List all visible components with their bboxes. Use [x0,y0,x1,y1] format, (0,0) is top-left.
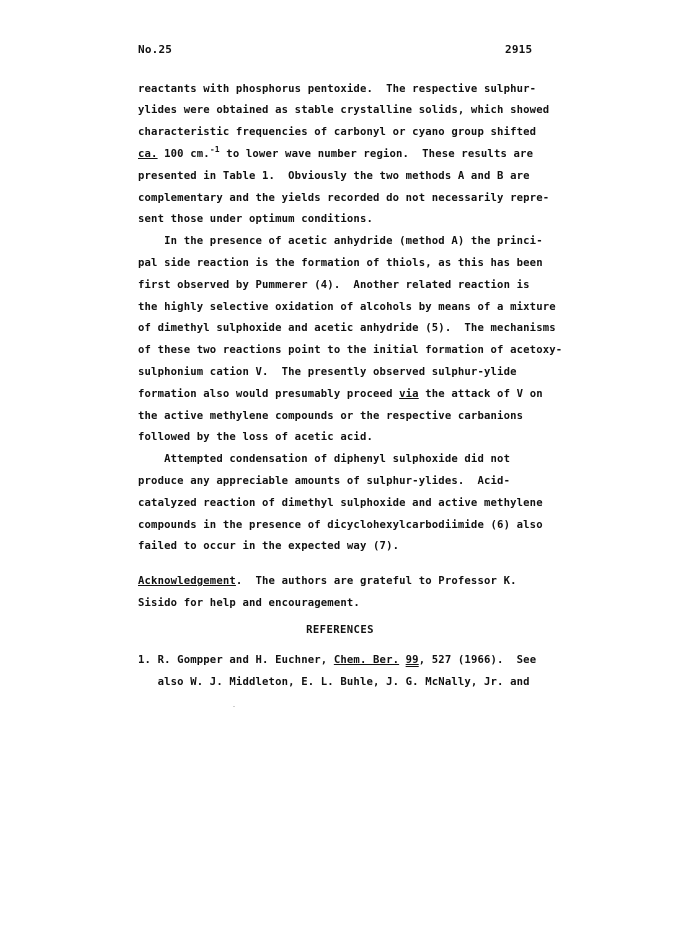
text-line: of these two reactions point to the initial formation of acetoxy- [138,344,563,356]
text-line: ylides were obtained as stable crystalline solids, which showed [138,104,550,116]
text-line: sulphonium cation V. The presently observed sulphur-ylide [138,366,517,378]
text-line: ca. 100 cm.$^{-1}$ to lower wave number region. These results are [138,145,534,160]
text-line: produce any appreciable amounts of sulphur-ylides. Acid- [138,475,511,487]
text-line: In the presence of acetic anhydride (method A) the princi- [138,235,543,247]
text-line: compounds in the presence of dicyclohexylcarbodiimide (6) also [138,519,543,531]
acknowledgement-heading: Acknowledgement [138,575,236,587]
page-number: 2915 [505,43,533,56]
reference-item: 1. R. Gompper and H. Euchner, Chem. Ber. 99, 527 (1966). See [138,654,537,666]
text-line: the highly selective oxidation of alcohols by means of a mixture [138,301,556,313]
references-heading: REFERENCES [306,624,374,636]
text-line: first observed by Pummerer (4). Another related reaction is [138,279,530,291]
superscript-minus-one: -1 [209,145,220,154]
volume-number: 99 [405,654,419,666]
scan-speck [233,706,235,707]
text-line: formation also would presumably proceed via the attack of V on [138,388,543,400]
text-line: characteristic frequencies of carbonyl or cyano group shifted [138,126,537,138]
text-line: catalyzed reaction of dimethyl sulphoxide and active methylene [138,497,543,509]
text-line: presented in Table 1. Obviously the two methods A and B are [138,170,530,182]
text-line: complementary and the yields recorded do not necessarily repre- [138,192,550,204]
text-line: the active methylene compounds or the respective carbanions [138,410,524,422]
text-line: followed by the loss of acetic acid. [138,431,374,443]
text-line: Sisido for help and encouragement. [138,597,360,609]
journal-name: Chem. Ber. [333,654,400,666]
journal-issue: No.25 [138,43,173,56]
text-line: Attempted condensation of diphenyl sulphoxide did not [138,453,511,465]
text-line: reactants with phosphorus pentoxide. The respective sulphur- [138,83,537,95]
ca-abbreviation: ca. [138,148,158,160]
via-word: via [399,388,419,400]
text-line: Acknowledgement. The authors are grateful to Professor K. [138,575,517,587]
text-line: failed to occur in the expected way (7). [138,540,400,552]
reference-item-continuation: also W. J. Middleton, E. L. Buhle, J. G. McNally, Jr. and [138,676,530,688]
text-line: sent those under optimum conditions. [138,213,374,225]
text-line: pal side reaction is the formation of thiols, as this has been [138,257,543,269]
text-line: of dimethyl sulphoxide and acetic anhydride (5). The mechanisms [138,322,556,334]
